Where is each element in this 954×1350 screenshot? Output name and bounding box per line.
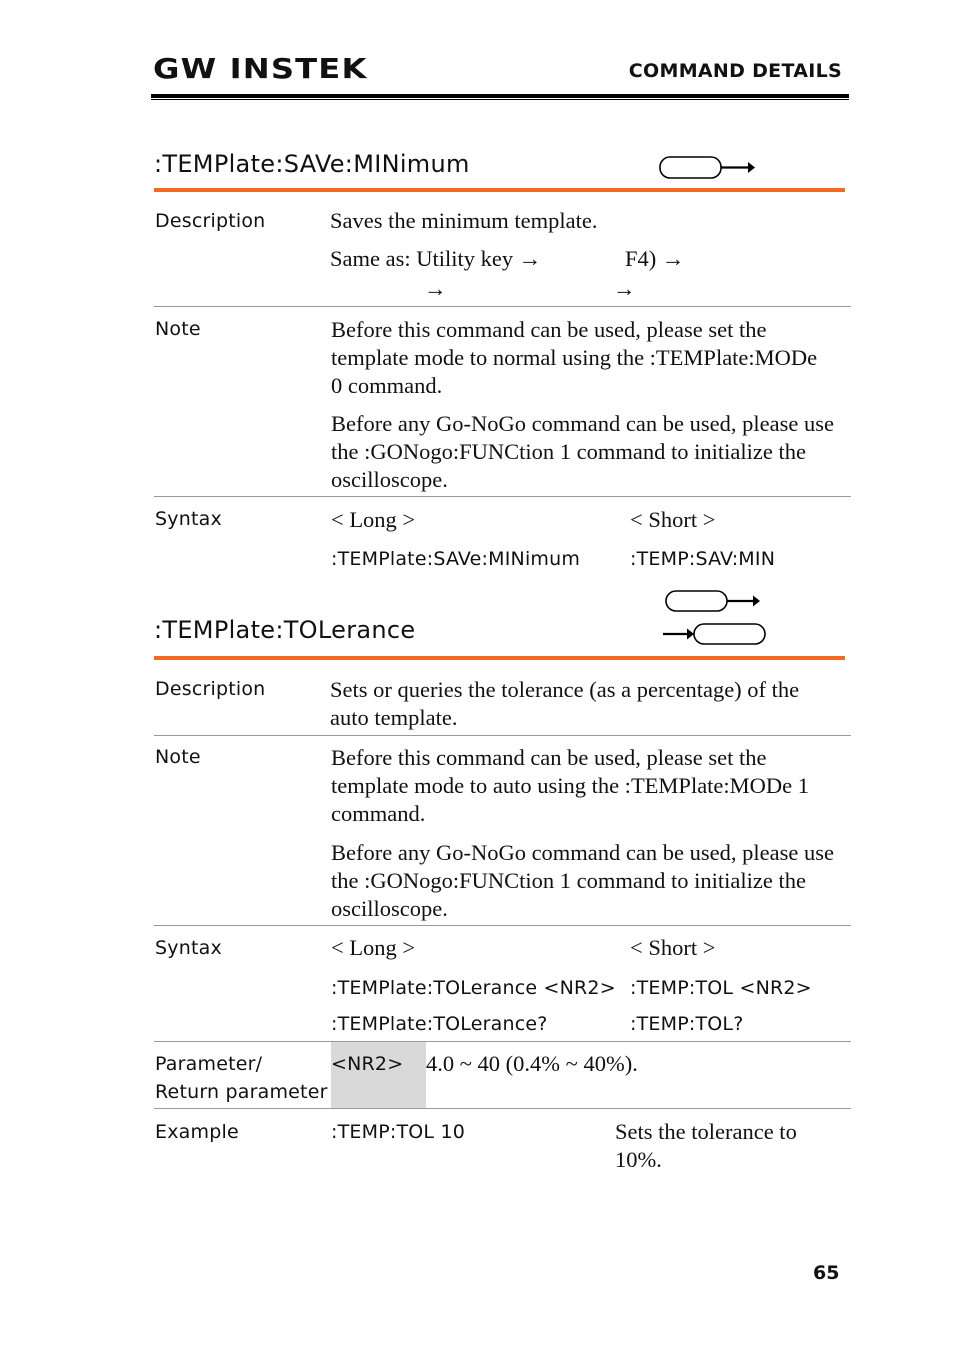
header-title: COMMAND DETAILS (628, 60, 842, 82)
note-text-2: Before any Go-NoGo command can be used, please use the :GONogo:FUNCtion 1 command to initialize the oscilloscope. (331, 411, 834, 492)
description-text: Sets or queries the tolerance (as a percentage) of the auto template. (330, 677, 800, 730)
header-rule-thin (151, 99, 849, 100)
command-title-save-minimum: :TEMPlate:SAVe:MINimum (154, 150, 470, 178)
parameter-description: 4.0 ~ 40 (0.4% ~ 40%). (426, 1051, 638, 1076)
row-divider (154, 735, 851, 736)
syntax-short-header: < Short > (630, 507, 716, 532)
row-divider (154, 496, 851, 497)
same-as-f4: F4) → (625, 246, 685, 271)
row-divider (154, 1108, 851, 1109)
label-syntax: Syntax (155, 508, 222, 530)
command-title-tolerance: :TEMPlate:TOLerance (154, 616, 416, 644)
header-rule (151, 94, 849, 98)
arrow-glyph: → (613, 276, 636, 301)
gw-instek-logo: GW INSTEK (153, 52, 368, 85)
syntax-short-header: < Short > (630, 935, 716, 960)
label-description: Description (155, 210, 266, 232)
row-divider (154, 925, 851, 926)
syntax-long: :TEMPlate:SAVe:MINimum (331, 548, 581, 570)
label-example: Example (155, 1121, 239, 1143)
note-text-2: Before any Go-NoGo command can be used, please use the :GONogo:FUNCtion 1 command to initialize the oscilloscope. (331, 840, 834, 921)
syntax-long-header: < Long > (331, 935, 416, 960)
section-divider-orange (154, 188, 845, 192)
set-icon (658, 154, 758, 182)
row-divider (154, 306, 851, 307)
syntax-long-set: :TEMPlate:TOLerance <NR2> (331, 977, 616, 999)
syntax-long-header: < Long > (331, 507, 416, 532)
syntax-short-set: :TEMP:TOL <NR2> (630, 977, 812, 999)
parameter-name: <NR2> (331, 1053, 404, 1075)
note-text-1: Before this command can be used, please set the template mode to normal using the :TEMPlate:MODe 0 command. (331, 317, 818, 398)
label-note: Note (155, 318, 201, 340)
same-as-text: Same as: Utility key → (330, 246, 542, 271)
description-text: Saves the minimum template. (330, 208, 598, 233)
label-description: Description (155, 678, 266, 700)
parameter-name-cell (331, 1042, 426, 1108)
syntax-long-query: :TEMPlate:TOLerance? (331, 1013, 548, 1035)
note-text-1: Before this command can be used, please set the template mode to auto using the :TEMPlate:MODe 1 command. (331, 745, 810, 826)
example-command: :TEMP:TOL 10 (331, 1121, 466, 1143)
label-parameter: Parameter/ (155, 1053, 263, 1075)
page-number: 65 (813, 1262, 840, 1284)
example-description: Sets the tolerance to 10%. (615, 1119, 797, 1172)
row-divider (154, 1041, 851, 1042)
syntax-short: :TEMP:SAV:MIN (630, 548, 776, 570)
syntax-short-query: :TEMP:TOL? (630, 1013, 744, 1035)
label-syntax: Syntax (155, 937, 222, 959)
arrow-glyph: → (424, 276, 447, 301)
label-note: Note (155, 746, 201, 768)
label-return-parameter: Return parameter (155, 1081, 328, 1103)
section-divider-orange (154, 656, 845, 660)
set-query-icon (663, 589, 767, 649)
